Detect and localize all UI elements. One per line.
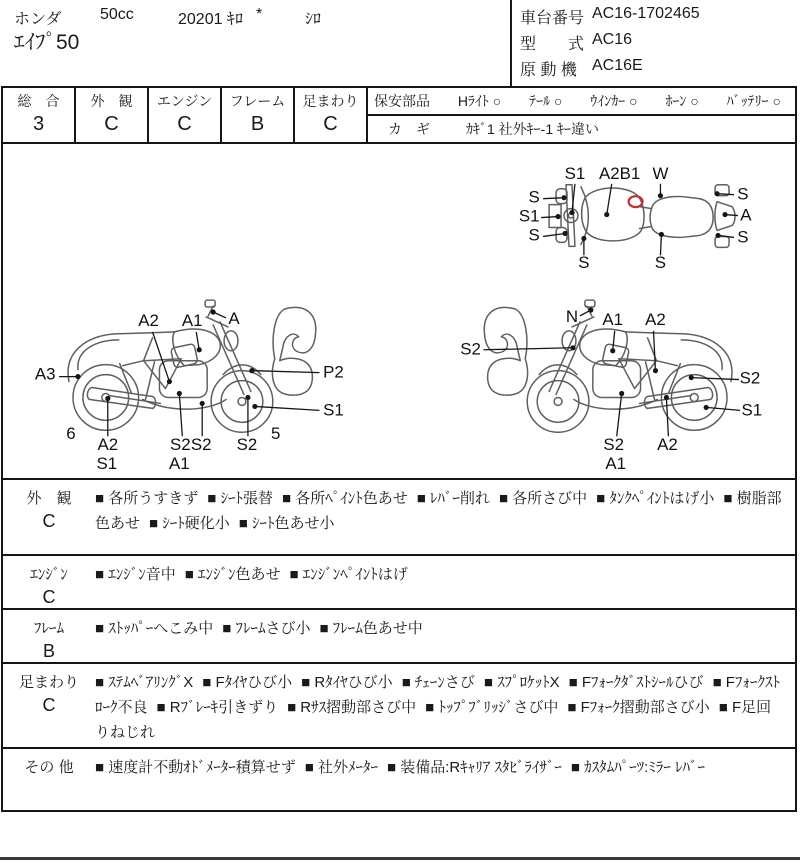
model-code-value: AC16 — [592, 31, 633, 48]
damage-point-dot — [177, 391, 182, 396]
key-label: カギ — [388, 121, 444, 137]
damage-point-dot — [561, 195, 566, 200]
damage-point-dot — [716, 233, 721, 238]
damage-point-dot — [167, 379, 172, 384]
section-items — [95, 749, 795, 810]
damage-code-label: S — [528, 225, 540, 245]
engine-code-row — [520, 57, 796, 80]
condition-item: ■ F足回りねじれ — [95, 699, 772, 741]
condition-item: ■ Rﾀｲﾔひび小 — [301, 674, 393, 691]
damage-code-label: S — [737, 227, 749, 247]
rating-label: フレーム — [229, 93, 286, 109]
label-leader-line — [179, 393, 182, 436]
safety-parts-label: 保安部品 — [374, 93, 430, 109]
rating-value: C — [323, 113, 338, 135]
condition-item: ■ ｶｽﾀﾑﾊﾟｰﾂ:ﾐﾗｰ ﾚﾊﾞｰ — [570, 759, 705, 776]
damage-code-label: S1 — [741, 400, 763, 420]
section-grade — [3, 777, 95, 780]
label-leader-line — [706, 407, 740, 410]
damage-point-dot — [658, 193, 663, 198]
section-items — [95, 556, 795, 608]
damage-code-label: S — [654, 253, 667, 273]
label-leader-line — [660, 234, 661, 255]
section-label-col — [3, 480, 95, 554]
body-color: ｼﾛ — [305, 11, 322, 28]
damage-point-dot — [555, 214, 560, 219]
damage-code-label: A2 — [97, 435, 119, 455]
condition-item: ■ ｼｰﾄ色あせ小 — [238, 515, 335, 532]
condition-item: ■ 各所ﾍﾟｲﾝﾄ色あせ — [281, 490, 408, 507]
damage-code-label: 5 — [271, 424, 281, 444]
condition-item: ■ 各所うすきず — [95, 490, 199, 507]
damage-code-label: A1 — [602, 309, 624, 329]
damage-code-label: A2 — [138, 310, 159, 330]
damage-point-dot — [570, 345, 575, 350]
damage-point-dot — [610, 348, 615, 353]
damage-code-label: S2 — [236, 435, 258, 455]
damage-point-dot — [659, 232, 664, 237]
rating-label: エンジン — [156, 93, 213, 109]
damage-code-label: A — [740, 205, 752, 225]
diagram-svg — [3, 144, 799, 476]
condition-item: ■ ﾀﾝｸﾍﾟｲﾝﾄはげ小 — [596, 490, 715, 507]
damage-point-dot — [105, 396, 110, 401]
condition-item: ■ ｴﾝｼﾞﾝ音中 — [95, 566, 176, 583]
damage-point-dot — [249, 368, 254, 373]
section-grade: C — [42, 511, 56, 531]
condition-item: ■ ｴﾝｼﾞﾝﾍﾟｲﾝﾄはげ — [289, 566, 408, 583]
model-code-row — [520, 31, 796, 54]
section-label-col — [3, 664, 95, 747]
rating-value: C — [104, 113, 119, 135]
condition-item: ■ Rﾌﾞﾚｰｷ引きずり — [156, 699, 279, 716]
damage-code-label: S1 — [96, 454, 118, 474]
section-engine — [3, 556, 795, 610]
condition-item: ■ Fﾌｫｰｸﾀﾞｽﾄｼｰﾙひび — [568, 674, 704, 691]
red-damage-mark — [629, 196, 643, 207]
damage-code-label: S — [578, 253, 590, 273]
label-leader-line — [543, 233, 565, 236]
damage-code-label: A2B1 — [599, 163, 641, 183]
engine-code-label: 原 動 機 — [520, 62, 577, 79]
rating-cell — [295, 88, 368, 142]
damage-code-label: W — [652, 163, 669, 183]
section-items — [95, 480, 795, 554]
damage-code-label: S — [528, 187, 540, 207]
section-label-col — [3, 610, 95, 662]
damage-point-dot — [653, 368, 658, 373]
displacement: 50cc — [100, 6, 134, 23]
rating-cells — [3, 88, 368, 142]
damage-code-label: N — [565, 306, 579, 326]
label-leader-line — [255, 406, 320, 410]
section-name: 外 観 — [26, 490, 72, 507]
section-name: ｴﾝｼﾞﾝ — [30, 566, 68, 583]
safety-part-item: ｳｲﾝｶｰ ○ — [590, 93, 638, 109]
condition-item: ■ ｽﾃﾑﾍﾞｱﾘﾝｸﾞX — [95, 674, 194, 691]
damage-code-label: P2 — [323, 362, 344, 382]
rating-cell — [3, 88, 76, 142]
section-items — [95, 664, 795, 747]
safety-parts-row — [368, 88, 795, 116]
damage-point-dot — [200, 401, 205, 406]
section-name: ﾌﾚｰﾑ — [33, 620, 64, 637]
damage-point-dot — [197, 347, 202, 352]
section-name: その 他 — [24, 759, 74, 776]
damage-point-dot — [569, 210, 574, 215]
damage-code-label: A2 — [645, 309, 666, 329]
condition-item: ■ ｽﾄｯﾊﾟｰへこみ中 — [95, 620, 214, 637]
damage-point-dot — [604, 212, 609, 217]
damage-point-dot — [581, 236, 586, 241]
label-leader-line — [196, 332, 199, 350]
section-name: 足まわり — [18, 674, 79, 691]
condition-item: ■ 速度計不動ｵﾄﾞﾒｰﾀｰ積算せず — [95, 759, 296, 776]
damage-code-label: A2 — [657, 435, 678, 455]
damage-code-label: A3 — [34, 364, 56, 384]
condition-item: ■ Fﾌｫｰｸ摺動部さび小 — [567, 699, 710, 716]
rating-value: C — [177, 113, 192, 135]
mileage-flag: * — [256, 6, 263, 23]
section-items — [95, 610, 795, 662]
condition-item: ■ ﾌﾚｰﾑ色あせ中 — [319, 620, 423, 637]
condition-item: ■ ﾁｪｰﾝさび — [401, 674, 475, 691]
condition-item: ■ ﾚﾊﾞｰ削れ — [416, 490, 490, 507]
label-leader-line — [617, 393, 622, 436]
rating-label: 外 観 — [90, 93, 133, 109]
condition-item: ■ 社外ﾒｰﾀｰ — [304, 759, 378, 776]
section-other — [3, 749, 795, 810]
rating-value: 3 — [32, 113, 45, 135]
damage-point-dot — [562, 231, 567, 236]
condition-item: ■ 装備品:Rｷｬﾘｱ ｽﾀﾋﾞﾗｲｻﾞｰ — [386, 759, 562, 776]
condition-item: ■ ｼｰﾄ硬化小 — [149, 515, 230, 532]
damage-point-dot — [75, 374, 80, 379]
diagram-labels — [35, 164, 762, 473]
condition-item: ■ 各所さび中 — [498, 490, 588, 507]
safety-parts-box — [368, 88, 795, 142]
model-name: ｴｲﾌﾟ50 — [14, 31, 80, 54]
section-label-col — [3, 749, 95, 810]
damage-point-dot — [252, 404, 257, 409]
section-grade: B — [42, 641, 55, 661]
damage-point-dot — [715, 191, 720, 196]
rating-cell — [222, 88, 295, 142]
section-undercarriage — [3, 664, 795, 749]
safety-part-item: ﾊﾞｯﾃﾘｰ ○ — [726, 93, 781, 109]
rating-cell — [76, 88, 149, 142]
damage-code-label: A1 — [605, 454, 627, 474]
condition-item: ■ ｽﾌﾟﾛｹｯﾄX — [483, 674, 560, 691]
damage-point-dot — [619, 391, 624, 396]
section-label-col — [3, 556, 95, 608]
ratings-row — [3, 88, 795, 144]
condition-item: ■ 樹脂部色あせ — [95, 490, 782, 532]
safety-part-item: ﾃｰﾙ ○ — [529, 93, 563, 109]
rating-cell — [149, 88, 222, 142]
condition-item: ■ Fﾀｲﾔひび小 — [202, 674, 293, 691]
damage-code-label: S2 — [460, 339, 481, 359]
condition-item: ■ ｴﾝｼﾞﾝ色あせ — [184, 566, 281, 583]
damage-code-label: 6 — [66, 424, 76, 444]
header-divider — [510, 0, 512, 86]
damage-code-label: S1 — [564, 163, 586, 183]
label-leader-line — [484, 348, 573, 350]
main-table — [1, 86, 797, 812]
chassis-label: 車台番号 — [520, 10, 585, 27]
key-value: ｶｷﾞ1 社外ｷｰ-1 ｷｰ違い — [466, 121, 600, 137]
damage-diagram — [3, 144, 795, 480]
damage-point-dot — [689, 375, 694, 380]
damage-code-label: S — [737, 184, 749, 204]
damage-point-dot — [722, 212, 727, 217]
section-frame — [3, 610, 795, 664]
condition-item: ■ Rｻｽ摺動部さび中 — [287, 699, 417, 716]
damage-code-label: A1 — [181, 310, 203, 330]
damage-point-dot — [245, 395, 250, 400]
top-view-drawing — [549, 185, 735, 248]
damage-point-dot — [664, 395, 669, 400]
damage-code-label: S2 — [190, 435, 212, 455]
damage-code-label: S1 — [518, 206, 540, 226]
label-leader-line — [613, 331, 615, 351]
damage-code-label: A — [228, 308, 240, 328]
section-grade: C — [42, 587, 56, 607]
damage-code-label: S2 — [739, 368, 761, 388]
damage-code-label: A1 — [169, 454, 190, 474]
label-leader-line — [543, 198, 564, 199]
bottom-edge-line — [0, 857, 800, 860]
safety-part-item: Hﾗｲﾄ ○ — [457, 93, 502, 109]
chassis-number-row — [520, 5, 796, 28]
rating-value: B — [250, 113, 265, 135]
safety-part-item: ﾎｰﾝ ○ — [665, 93, 699, 109]
condition-item: ■ ﾌﾚｰﾑさび小 — [222, 620, 311, 637]
chassis-value: AC16-1702465 — [592, 5, 700, 22]
rating-label: 総 合 — [17, 93, 60, 109]
section-grade: C — [42, 695, 56, 715]
rating-label: 足まわり — [302, 93, 359, 109]
mileage: 20201 ｷﾛ — [178, 11, 243, 28]
maker-name: ホンダ — [14, 11, 62, 28]
damage-point-dot — [211, 309, 216, 314]
condition-item: ■ ﾄｯﾌﾟﾌﾞﾘｯｼﾞさび中 — [425, 699, 559, 716]
label-leader-line — [252, 371, 320, 373]
damage-point-dot — [588, 307, 593, 312]
damage-code-label: S2 — [170, 435, 191, 455]
condition-item: ■ Fﾌｫｰｸｽﾄﾛｰｸ不良 — [95, 674, 780, 716]
condition-item: ■ ｼｰﾄ張替 — [207, 490, 273, 507]
model-code-label: 型 式 — [520, 36, 585, 53]
damage-code-label: S2 — [603, 435, 625, 455]
damage-point-dot — [704, 405, 709, 410]
key-row — [368, 116, 795, 142]
engine-code-value: AC16E — [592, 57, 643, 74]
damage-code-label: S1 — [323, 400, 344, 420]
section-exterior — [3, 480, 795, 556]
